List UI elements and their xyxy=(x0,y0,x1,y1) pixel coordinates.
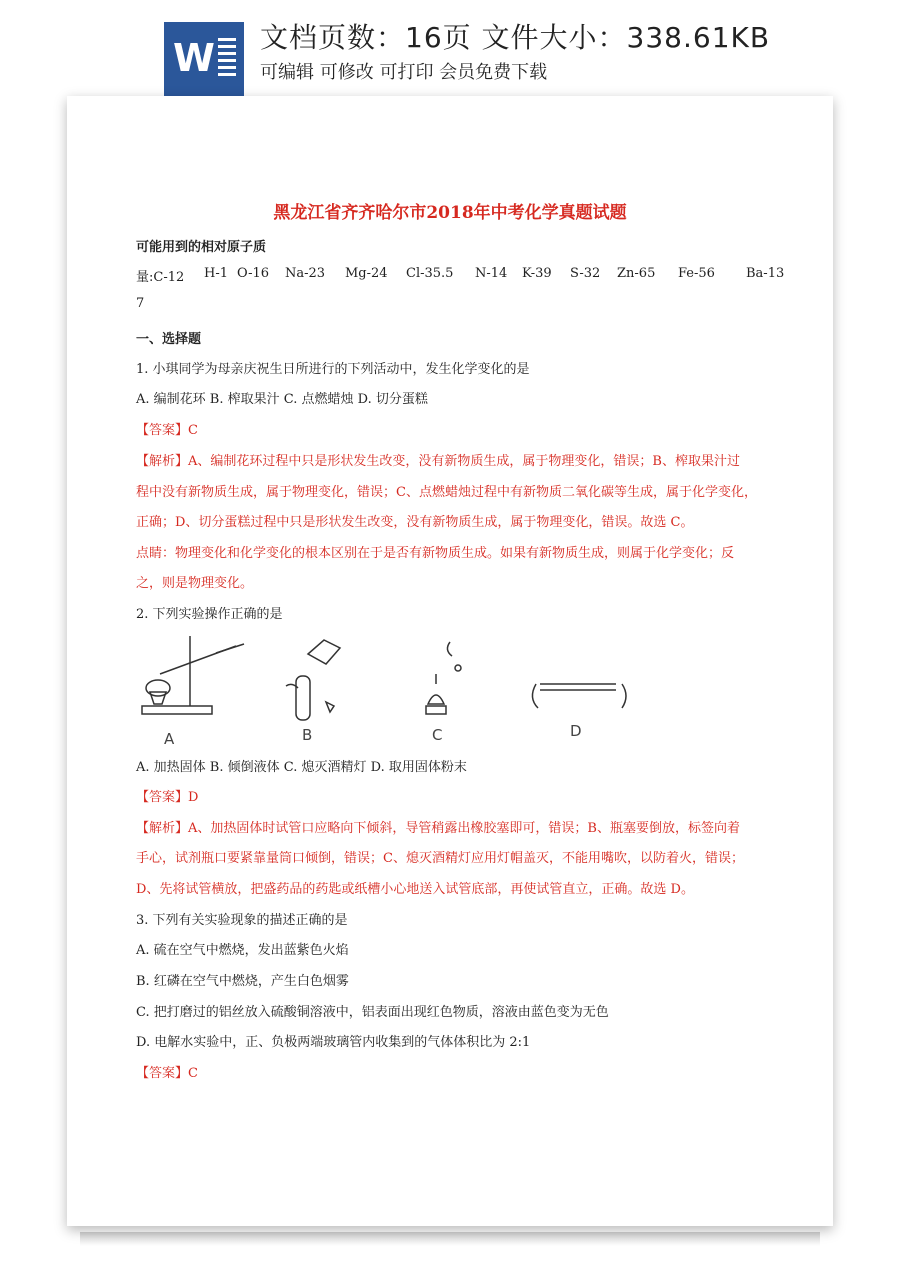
q2-stem: 2. 下列实验操作正确的是 xyxy=(136,607,283,622)
q1-options: A. 编制花环 B. 榨取果汁 C. 点燃蜡烛 D. 切分蛋糕 xyxy=(136,392,428,407)
q3-option-c: C. 把打磨过的铝丝放入硫酸铜溶液中，铝表面出现红色物质，溶液由蓝色变为无色 xyxy=(136,1005,609,1020)
atomic-mass: Na-23 xyxy=(285,266,326,281)
q3-answer: 【答案】C xyxy=(136,1066,198,1081)
atomic-mass: Fe-56 xyxy=(678,266,715,281)
q1-stem: 1. 小琪同学为母亲庆祝生日所进行的下列活动中，发生化学变化的是 xyxy=(136,362,530,377)
q2-analysis-line: 手心，试剂瓶口要紧靠量筒口倾倒，错误；C、熄灭酒精灯应用灯帽盖灭，不能用嘴吹，以防着火，错误； xyxy=(136,851,744,866)
atomic-mass: N-14 xyxy=(475,266,508,281)
q2-options: A. 加热固体 B. 倾倒液体 C. 熄灭酒精灯 D. 取用固体粉末 xyxy=(136,760,467,775)
figure-label-b: B xyxy=(302,726,313,744)
document-title: 黑龙江省齐齐哈尔市2018年中考化学真题试题 xyxy=(273,203,627,223)
q3-option-a: A. 硫在空气中燃烧，发出蓝紫色火焰 xyxy=(136,943,349,958)
q1-analysis-line: 正确；D、切分蛋糕过程中只是形状发生改变，没有新物质生成，属于物理变化，错误。故选 C。 xyxy=(136,515,694,530)
q1-answer: 【答案】C xyxy=(136,423,198,438)
q1-analysis-line: 【解析】A、编制花环过程中只是形状发生改变，没有新物质生成，属于物理变化，错误；B、榨取果汁过 xyxy=(136,454,740,469)
atomic-mass: Mg-24 xyxy=(345,266,388,281)
q3-stem: 3. 下列有关实验现象的描述正确的是 xyxy=(136,913,348,928)
atomic-mass: H-1 xyxy=(204,266,229,281)
q3-option-d: D. 电解水实验中，正、负极两端玻璃管内收集到的气体体积比为 2:1 xyxy=(136,1035,531,1050)
word-file-icon xyxy=(164,22,244,96)
file-info-subtitle: 可编辑 可修改 可打印 会员免费下载 xyxy=(260,62,548,83)
q2-analysis-line: D、先将试管横放，把盛药品的药匙或纸槽小心地送入试管底部，再使试管直立，正确。故选 D。 xyxy=(136,882,694,897)
figure-label-d: D xyxy=(570,722,582,740)
q3-option-b: B. 红磷在空气中燃烧，产生白色烟雾 xyxy=(136,974,349,989)
q1-analysis-line: 程中没有新物质生成，属于物理变化，错误；C、点燃蜡烛过程中有新物质二氧化碳等生成，属于化学变化， xyxy=(136,485,757,500)
section-heading: 一、选择题 xyxy=(136,332,202,347)
word-lines-icon xyxy=(218,38,236,78)
figure-label-c: C xyxy=(432,726,443,744)
q2-analysis-line: 【解析】A、加热固体时试管口应略向下倾斜，导管稍露出橡胶塞即可，错误；B、瓶塞要倒放，标签向着 xyxy=(136,821,740,836)
q2-answer: 【答案】D xyxy=(136,790,199,805)
lab-figure-drawing xyxy=(136,626,636,746)
word-letter: W xyxy=(173,36,215,80)
atomic-wrap: 7 xyxy=(136,296,145,311)
lab-operations-figure xyxy=(136,626,636,746)
atomic-mass: Ba-13 xyxy=(746,266,785,281)
figure-label-a: A xyxy=(164,730,175,748)
file-info-title: 文档页数：16页 文件大小：338.61KB xyxy=(260,21,771,54)
atomic-mass: O-16 xyxy=(237,266,270,281)
atomic-mass: S-32 xyxy=(570,266,601,281)
atomic-mass: Cl-35.5 xyxy=(406,266,454,281)
q1-tip-line: 之，则是物理变化。 xyxy=(136,576,254,591)
page-shadow xyxy=(80,1232,820,1246)
atomic-mass: Zn-65 xyxy=(617,266,656,281)
q1-tip-line: 点睛：物理变化和化学变化的根本区别在于是否有新物质生成。如果有新物质生成，则属于化学变化；反 xyxy=(136,546,735,561)
atomic-mass: K-39 xyxy=(522,266,552,281)
atomic-prefix: 量:C-12 xyxy=(136,270,185,285)
atomic-intro: 可能用到的相对原子质 xyxy=(136,240,267,255)
